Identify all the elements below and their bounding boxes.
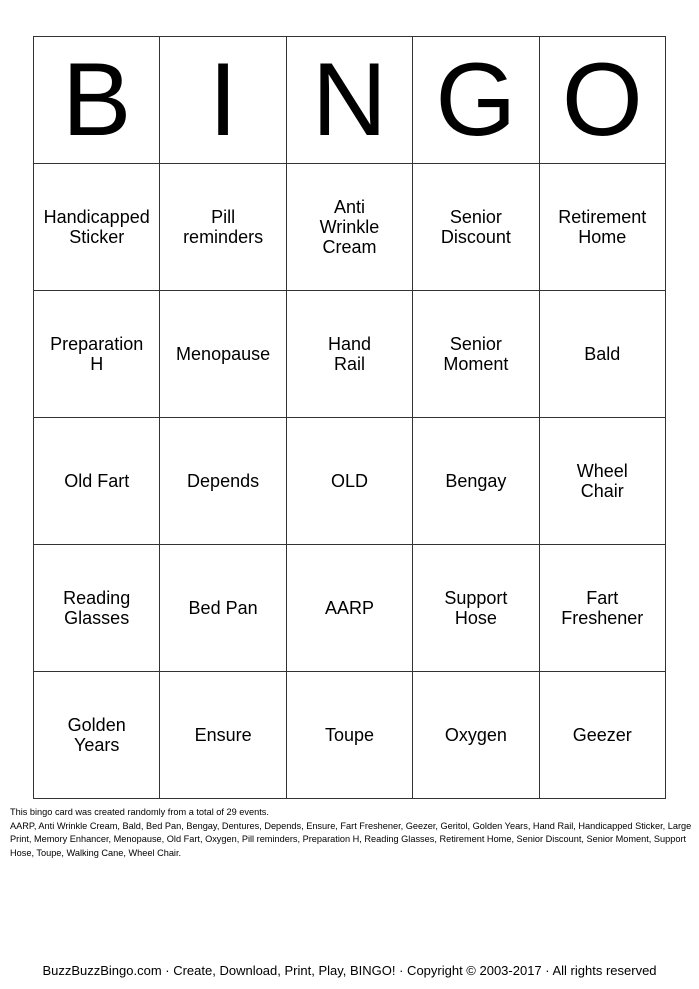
bingo-row [34,164,666,291]
bingo-cell: Bengay [413,418,539,545]
bingo-cell: Senior Moment [413,291,539,418]
bingo-row [34,545,666,672]
header-letter: B [34,37,160,164]
bingo-cell: AARP [286,545,412,672]
bingo-cell: Reading Glasses [34,545,160,672]
card-info [10,806,692,860]
bingo-cell: Pill reminders [160,164,286,291]
bingo-cell: Wheel Chair [539,418,665,545]
bingo-cell: Toupe [286,672,412,799]
bingo-cell: Hand Rail [286,291,412,418]
bingo-cell: Handicapped Sticker [34,164,160,291]
bingo-cell: Depends [160,418,286,545]
header-letter: O [539,37,665,164]
info-events-list: AARP, Anti Wrinkle Cream, Bald, Bed Pan, Bengay, Dentures, Depends, Ensure, Fart Freshener, Geezer, Geritol, Golden Years, Hand Rail, Handicapped Sticker, Large Print, Memory Enhancer, Menopause, Old Fart, Oxygen, Pill reminders, Preparation H, Reading Glasses, Retirement Home, Senior Discount, Senior Moment, Support Hose, Toupe, Walking Cane, Wheel Chair. [10,820,692,858]
bingo-cell: Menopause [160,291,286,418]
bingo-cell: Senior Discount [413,164,539,291]
footer-copyright: BuzzBuzzBingo.com · Create, Download, Print, Play, BINGO! · Copyright © 2003-2017 · All rights reserved [42,963,657,978]
bingo-cell: Golden Years [34,672,160,799]
bingo-cell: Fart Freshener [539,545,665,672]
header-letter: N [286,37,412,164]
bingo-cell: Bald [539,291,665,418]
bingo-cell: Anti Wrinkle Cream [286,164,412,291]
info-intro: This bingo card was created randomly from a total of 29 events. [10,807,269,817]
header-letter: I [160,37,286,164]
bingo-cell: Retirement Home [539,164,665,291]
bingo-cell: Support Hose [413,545,539,672]
bingo-card [33,36,666,799]
bingo-row [34,672,666,799]
bingo-row [34,418,666,545]
bingo-row [34,291,666,418]
header-letter: G [413,37,539,164]
bingo-cell: Ensure [160,672,286,799]
bingo-header-row [34,37,666,164]
bingo-cell: Old Fart [34,418,160,545]
bingo-cell: OLD [286,418,412,545]
bingo-cell: Oxygen [413,672,539,799]
bingo-cell: Geezer [539,672,665,799]
bingo-cell: Preparation H [34,291,160,418]
bingo-cell: Bed Pan [160,545,286,672]
